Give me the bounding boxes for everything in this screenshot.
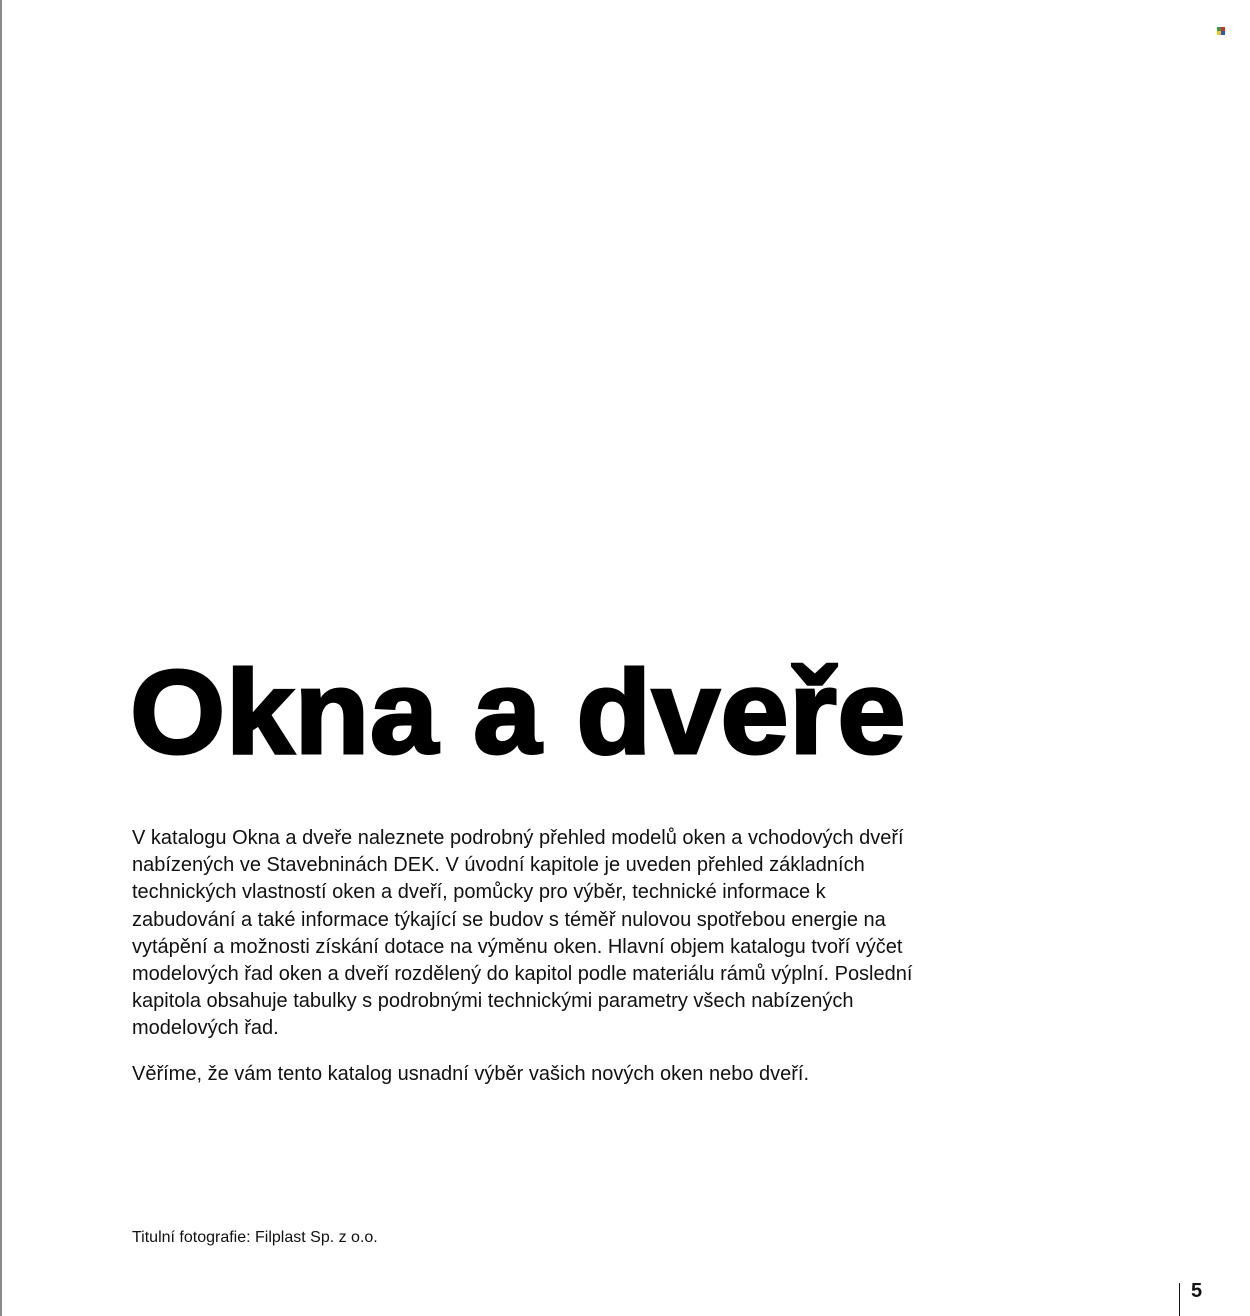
intro-paragraph: V katalogu Okna a dveře naleznete podrobný přehled modelů oken a vchodových dveří nabízených ve Stavebninách DEK. V úvodní kapitole je uveden přehled základních technických vlastností oken a dveří, pomůcky pro výběr, technické informace k zabudování a také informace týkající se budov s téměř nulovou spotřebou energie na vytápění a možnosti získání dotace na výměnu oken. Hlavní objem katalogu tvoří výčet modelových řad oken a dveří rozdělený do kapitol podle materiálu rámů výplní. Poslední kapitola obsahuje tabulky s podrobnými technickými parametry všech nabízených modelových řad. [132, 827, 913, 1040]
page-number-divider [1179, 1283, 1180, 1316]
page-edge-line [0, 0, 2, 1316]
photo-credit: Titulní fotografie: Filplast Sp. z o.o. [132, 1229, 378, 1246]
color-registration-icon [1217, 27, 1225, 35]
intro-text [132, 825, 932, 1106]
mark-blue [1221, 31, 1225, 35]
closing-paragraph: Věříme, že vám tento katalog usnadní výběr vašich nových oken nebo dveří. [132, 1062, 810, 1085]
page-title: Okna a dveře [130, 646, 907, 779]
page-number: 5 [1191, 1280, 1203, 1302]
